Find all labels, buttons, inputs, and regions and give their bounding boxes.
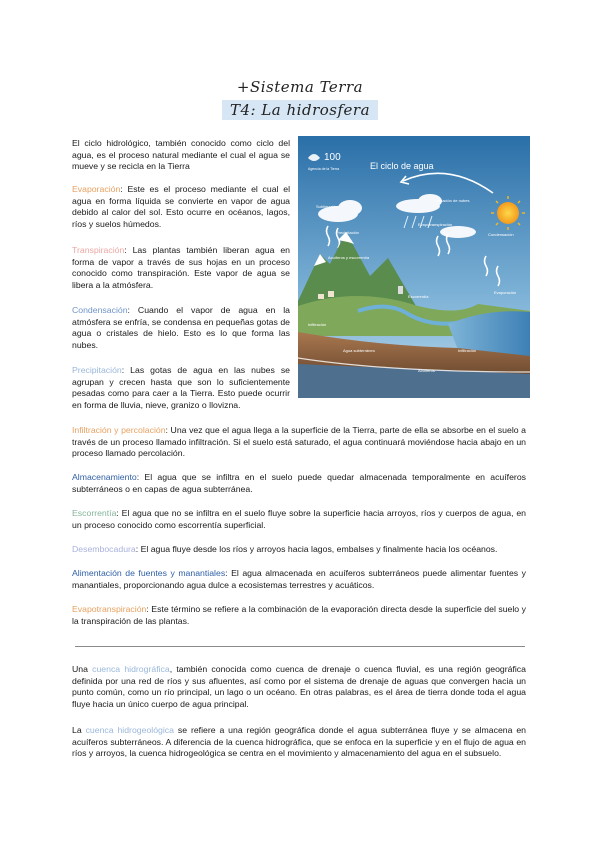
svg-text:Evapotranspiración: Evapotranspiración bbox=[418, 222, 453, 227]
section-springs: Alimentación de fuentes y manantiales: El agua almacenada en acuíferos subterráneos puede alimentar fuentes y manantiales, proporcionando agua dulce a ecosistemas terrestres y acuáticos. bbox=[72, 568, 526, 590]
term-infiltration: Infiltración y percolación bbox=[72, 425, 166, 435]
figure-title: El ciclo de agua bbox=[370, 161, 434, 171]
svg-text:Condensación: Condensación bbox=[488, 232, 514, 237]
term-springs: Alimentación de fuentes y manantiales bbox=[72, 568, 226, 578]
term-outflow: Desembocadura bbox=[72, 544, 136, 554]
document-subtitle: T4: La hidrosfera bbox=[222, 100, 378, 120]
basin-paragraph: Una cuenca hidrográfica, también conocida como cuenca de drenaje o cuenca fluvial, es una región geográfica definida por una red de ríos y sus afluentes, así como por el sistema de drenaje de aguas que convergen hacia un punto común, como un río principal, un lago o un océano. En otras palabras, es el área de tierra donde toda el agua fluye hacia un único cuerpo de agua principal. bbox=[72, 664, 526, 709]
svg-text:Escorrentía: Escorrentía bbox=[408, 294, 429, 299]
term-storage: Almacenamiento bbox=[72, 472, 137, 482]
logo-text: Agencia de la Tierra bbox=[308, 167, 340, 171]
section-outflow: Desembocadura: El agua fluye desde los ríos y arroyos hacia lagos, embalses y finalmente hacia los océanos. bbox=[72, 544, 498, 554]
term-hydrographic-basin: cuenca hidrográfica bbox=[92, 664, 170, 674]
svg-text:Infiltración: Infiltración bbox=[308, 322, 327, 327]
document-title: +Sistema Terra bbox=[236, 78, 364, 96]
term-evapotranspiration: Evapotranspiración bbox=[72, 604, 147, 614]
term-hydrogeological-basin: cuenca hidrogeológica bbox=[85, 725, 174, 735]
section-condensation: Condensación: Cuando el vapor de agua en la atmósfera se enfría, se condensa en pequeñas gotas de agua o cristales de hielo. Esto es lo que forma las nubes. bbox=[72, 305, 290, 350]
term-evaporation: Evaporación bbox=[72, 184, 121, 194]
svg-text:Evaporación: Evaporación bbox=[494, 290, 517, 295]
svg-text:Acuíferos y escorrentía: Acuíferos y escorrentía bbox=[328, 255, 370, 260]
term-precipitation: Precipitación bbox=[72, 365, 122, 375]
section-infiltration: Infiltración y percolación: Una vez que el agua llega a la superficie de la Tierra, parte de ella se absorbe en el suelo a través de un proceso llamado infiltración. Si el suelo está saturado, el agua continuará moviéndose hacia abajo en un proceso llamado percolación. bbox=[72, 425, 526, 458]
section-divider bbox=[75, 646, 525, 647]
term-condensation: Condensación bbox=[72, 305, 128, 315]
svg-text:Agua subterráneo: Agua subterráneo bbox=[343, 348, 375, 353]
section-transpiration: Transpiración: Las plantas también liberan agua en forma de vapor a través de sus hojas en un proceso conocido como transpiración. Este vapor de agua se libera a la atmósfera. bbox=[72, 245, 290, 290]
section-evaporation: Evaporación: Este es el proceso mediante el cual el agua en forma líquida se convierte en vapor de agua debido al calor del sol. Esto ocurre en océanos, lagos, ríos y suelos húmedos. bbox=[72, 184, 290, 229]
svg-text:Precipitación: Precipitación bbox=[336, 230, 359, 235]
section-runoff: Escorrentía: El agua que no se infiltra en el suelo fluye sobre la superficie hacia arroyos, ríos y cuerpos de agua, en un proceso conocido como escorrentía superficial. bbox=[72, 508, 526, 530]
svg-text:Sublimación: Sublimación bbox=[316, 204, 338, 209]
term-transpiration: Transpiración bbox=[72, 245, 125, 255]
term-runoff: Escorrentía bbox=[72, 508, 117, 518]
svg-text:Formación de nubes: Formación de nubes bbox=[433, 198, 470, 203]
section-storage: Almacenamiento: El agua que se infiltra en el suelo puede quedar almacenada temporalmente en acuíferos subterráneos o en capas de agua subterránea. bbox=[72, 472, 526, 494]
logo-number: 100 bbox=[324, 152, 341, 163]
svg-text:Acuíferos: Acuíferos bbox=[418, 368, 435, 373]
hydro-basin-paragraph: La cuenca hidrogeológica se refiere a una región geográfica donde el agua subterránea fluye y se almacena en acuíferos subterráneos. A diferencia de la cuenca hidrográfica, que se enfoca en la superficie y en el flujo de agua en ríos y arroyos, la cuenca hidrogeológica se centra en el movimiento y almacenamiento del agua en el subsuelo. bbox=[72, 725, 526, 758]
section-evapotranspiration: Evapotranspiración: Este término se refiere a la combinación de la evaporación directa desde la superficie del suelo y la transpiración de las plantas. bbox=[72, 604, 526, 626]
section-precipitation: Precipitación: Las gotas de agua en las nubes se agrupan y crecen hasta que son lo suficientemente pesadas como para caer a la Tierra. Esto puede ocurrir en forma de lluvia, nieve, granizo o llovizna. bbox=[72, 365, 290, 410]
intro-paragraph: El ciclo hidrológico, también conocido como ciclo del agua, es el proceso natural mediante el cual el agua se mueve y se recicla en la Tierra bbox=[72, 138, 290, 171]
svg-text:Infiltración: Infiltración bbox=[458, 348, 477, 353]
water-cycle-figure bbox=[298, 136, 530, 398]
